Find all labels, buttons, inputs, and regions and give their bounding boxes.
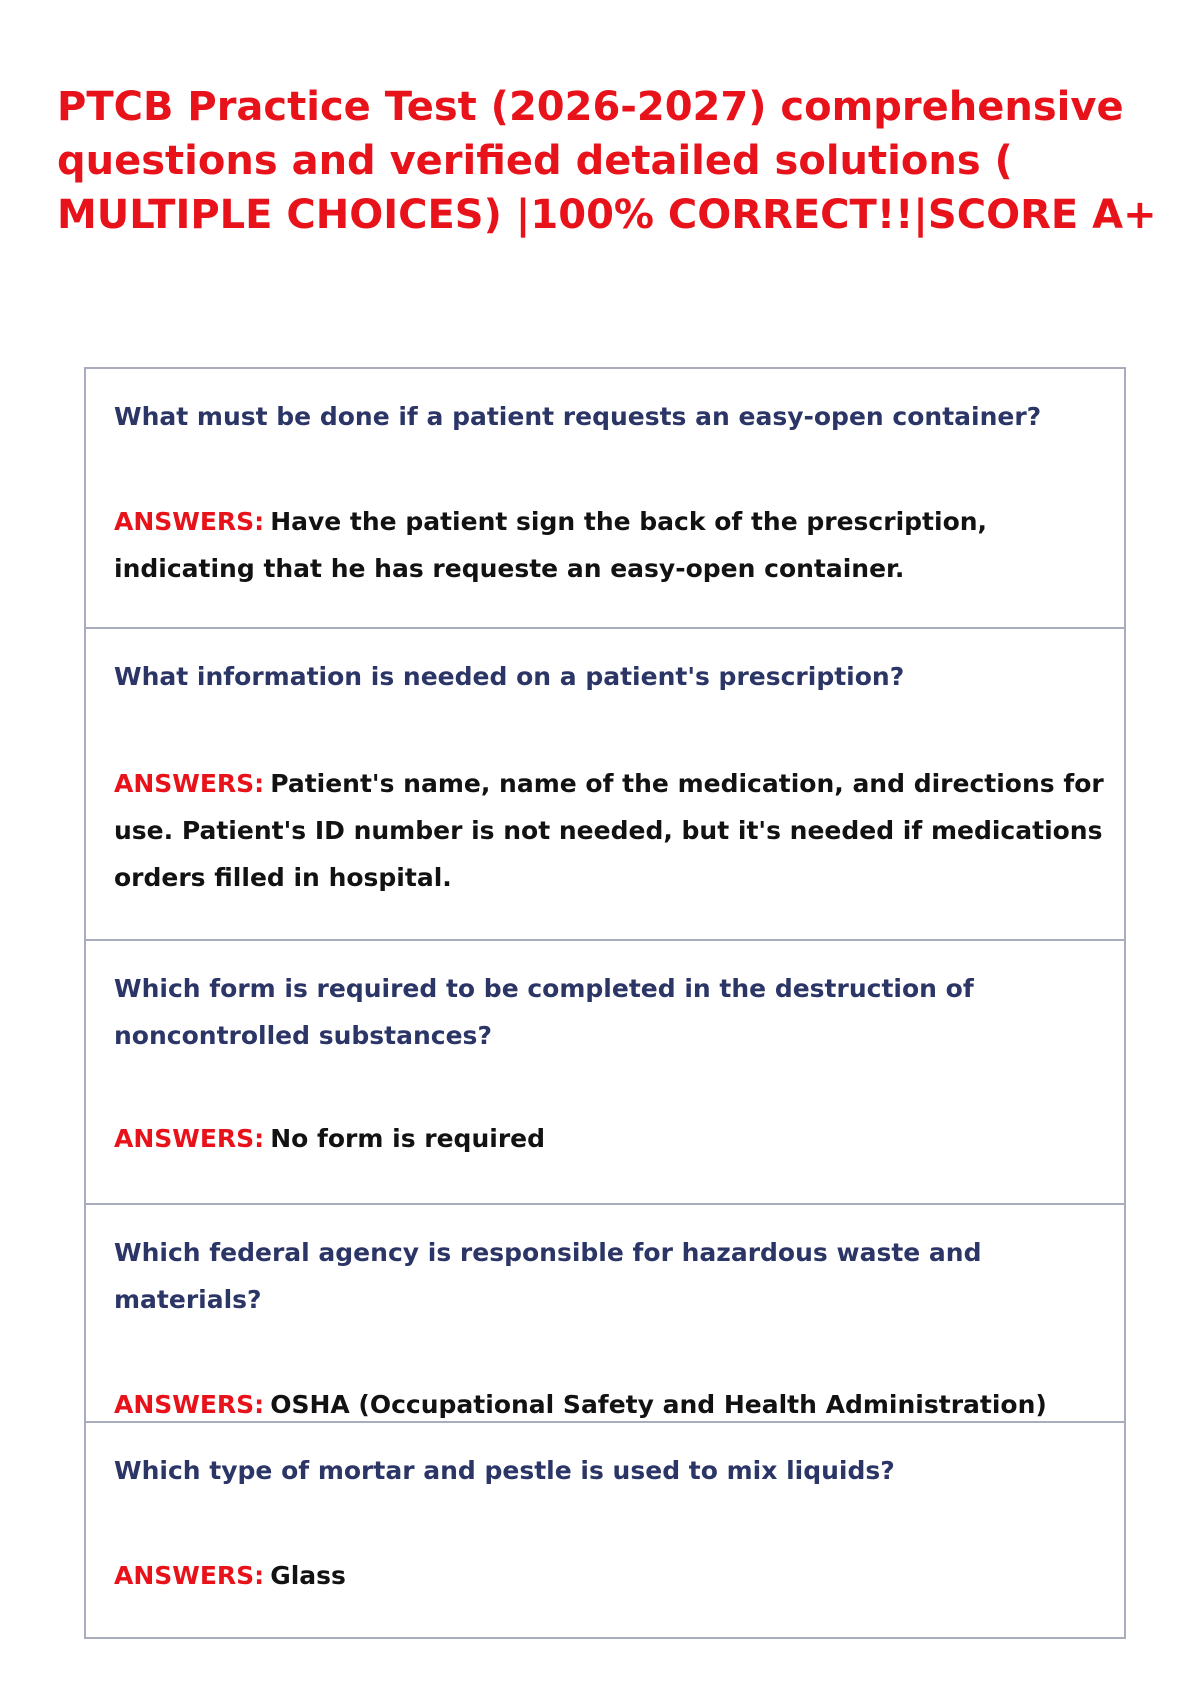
answer-label: ANSWERS: [114, 1561, 265, 1590]
qa-cell [85, 940, 1125, 1204]
question-text: What information is needed on a patient's prescription? [114, 662, 905, 691]
answer-text-block [114, 760, 1124, 901]
answer-label: ANSWERS: [114, 1124, 265, 1153]
answer-text-block [114, 1115, 1124, 1162]
qa-row [85, 940, 1125, 1204]
question-text: Which form is required to be completed in the destruction of noncontrolled substances? [114, 974, 974, 1050]
qa-cell [85, 628, 1125, 940]
qa-table [84, 367, 1126, 1639]
answer-label: ANSWERS: [114, 769, 265, 798]
qa-cell [85, 1204, 1125, 1422]
answer-text: Patient's name, name of the medication, and directions for use. Patient's ID number is not needed, but it's needed if medications orders filled in hospital. [114, 769, 1104, 892]
answer-text: No form is required [270, 1124, 546, 1153]
qa-row [85, 1204, 1125, 1422]
answer-text: Glass [270, 1561, 346, 1590]
qa-cell [85, 368, 1125, 628]
answer-text: Have the patient sign the back of the prescription, indicating that he has requeste an easy-open container. [114, 507, 988, 583]
answer-text-block [114, 498, 1124, 592]
answer-text-block [114, 1552, 1124, 1599]
qa-cell [85, 1422, 1125, 1638]
answer-text: OSHA (Occupational Safety and Health Administration) [270, 1390, 1047, 1419]
question-text: Which type of mortar and pestle is used to mix liquids? [114, 1456, 895, 1485]
question-text: What must be done if a patient requests an easy-open container? [114, 402, 1042, 431]
qa-row [85, 368, 1125, 628]
question-text: Which federal agency is responsible for hazardous waste and materials? [114, 1238, 982, 1314]
answer-label: ANSWERS: [114, 1390, 265, 1419]
qa-row [85, 1422, 1125, 1638]
answer-label: ANSWERS: [114, 507, 265, 536]
answer-text-block [114, 1381, 1124, 1428]
document-title: PTCB Practice Test (2026-2027) comprehensive questions and verified detailed solutions ( MULTIPLE CHOICES) |100% CORRECT!!|SCORE A+ [57, 84, 1157, 238]
qa-row [85, 628, 1125, 940]
